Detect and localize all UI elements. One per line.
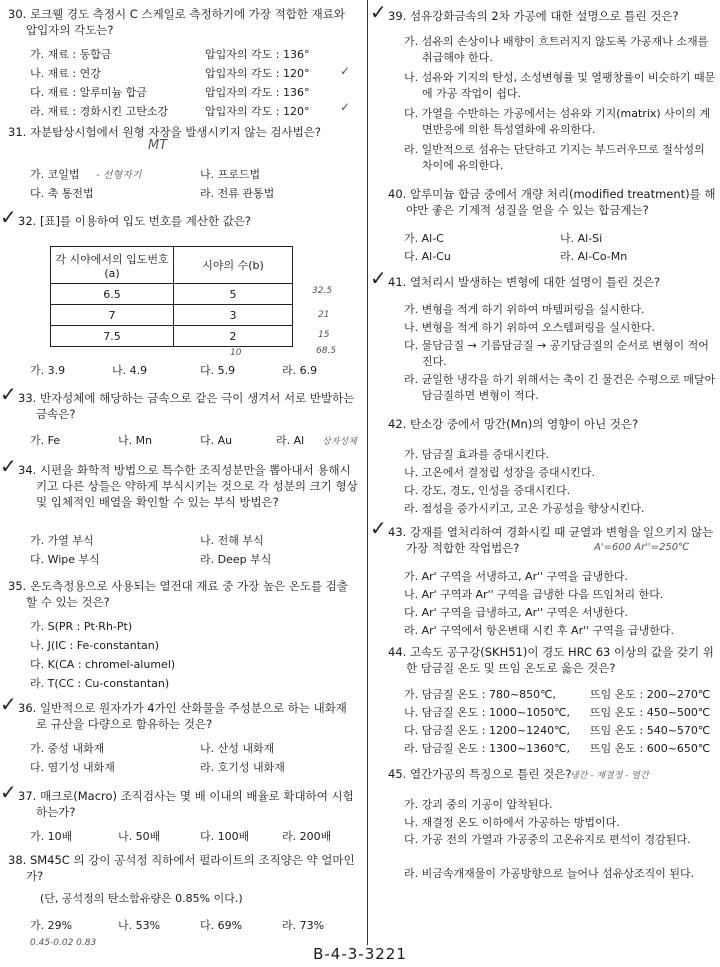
question-39-stem: 39. 섬유강화금속의 2차 가공에 대한 설명으로 틀린 것은?: [388, 9, 679, 23]
table-header-cell: 시야의 수(b): [174, 247, 293, 284]
table-cell: 7: [51, 305, 174, 326]
question-45: [388, 766, 718, 782]
q44-option-4-temper: 뜨임 온도 : 600~650℃: [590, 742, 711, 755]
q34-option-2: 나. 전해 부식: [200, 534, 264, 547]
q41-option-2: 나. 변형을 적게 하기 위하여 오스템퍼링을 실시한다.: [404, 321, 656, 334]
question-44: [388, 644, 718, 676]
check-mark-icon: ✓: [0, 205, 17, 229]
q36-option-2: 나. 산성 내화재: [200, 742, 275, 755]
q33-option-1: 가. Fe: [30, 434, 61, 447]
grain-size-table: [50, 246, 293, 347]
q36-option-1: 가. 중성 내화재: [30, 742, 105, 755]
question-41: [388, 274, 718, 290]
question-31: [8, 124, 358, 140]
question-35: [8, 578, 358, 610]
q32-option-3: 다. 5.9: [200, 364, 236, 377]
q40-option-4: 라. Al-Co-Mn: [560, 250, 628, 263]
question-32: [18, 213, 358, 229]
q44-option-2-temper: 뜨임 온도 : 450~500℃: [590, 706, 711, 719]
q42-option-2: 나. 고온에서 결정립 성장을 증대시킨다.: [404, 466, 595, 479]
q30-option-3: 다. 재료 : 알루미늄 합금: [30, 86, 147, 99]
q34-option-1: 가. 가열 부식: [30, 534, 94, 547]
q42-option-4: 라. 점성을 증가시키고, 고온 가공성을 향상시킨다.: [404, 502, 645, 515]
q43-option-3: 다. Ar' 구역을 급냉하고, Ar'' 구역은 서냉한다.: [404, 606, 629, 619]
q38-option-4: 라. 73%: [282, 919, 325, 932]
q31-option-4: 라. 전류 관통법: [200, 187, 275, 200]
q33-handnote: 상자성체: [322, 437, 357, 447]
question-34: [18, 462, 358, 510]
q30-option-4: 라. 재료 : 경화시킨 고탄소강: [30, 105, 169, 118]
check-mark-icon: ✓: [0, 454, 17, 478]
check-mark-icon: ✓: [370, 0, 387, 24]
column-divider: [367, 0, 368, 945]
question-31-stem: 31. 자분탐상시험에서 원형 자장을 발생시키지 않는 검사법은?: [8, 125, 321, 139]
table-cell: 6.5: [51, 284, 174, 305]
q43-option-4: 라. Ar' 구역에서 항온변태 시킨 후 Ar'' 구역을 급냉한다.: [404, 624, 675, 637]
table-cell: 2: [174, 326, 293, 347]
q34-option-3: 다. Wipe 부식: [30, 553, 100, 566]
check-mark-icon: ✓: [0, 382, 17, 406]
question-32-stem: 32. [표]를 이용하여 입도 번호를 계산한 값은?: [18, 214, 252, 228]
q45-option-3: 다. 가공 전의 가열과 가공중의 고온유지로 편석이 경감된다.: [404, 833, 691, 846]
q42-option-1: 가. 담금질 효과를 증대시킨다.: [404, 448, 549, 461]
q32-side-note: 68.5: [316, 346, 337, 356]
q45-option-2: 나. 재결정 온도 이하에서 가공하는 방법이다.: [404, 816, 620, 829]
question-35-stem: 35. 온도측정용으로 사용되는 열전대 재료 중 가장 높은 온도를 검출할 수 있는 것은?: [8, 579, 349, 609]
q39-option-4: 라. 일반적으로 섬유는 단단하고 기지는 부드러우므로 절삭성의 차이에 유의한다.: [404, 143, 705, 172]
q43-option-1: 가. Ar' 구역을 서냉하고, Ar'' 구역을 급냉한다.: [404, 570, 629, 583]
q32-option-1: 가. 3.9: [30, 364, 66, 377]
q42-option-3: 다. 강도, 경도, 인성을 증대시킨다.: [404, 484, 571, 497]
q40-option-3: 다. Al-Cu: [404, 250, 451, 263]
question-30-stem: 30. 로크웰 경도 측정시 C 스케일로 측정하기에 가장 적합한 재료와 압입자의 각도는?: [8, 7, 345, 37]
q30-option-1: 가. 재료 : 동합금: [30, 48, 112, 61]
q30-option-1-angle: 압입자의 각도 : 136°: [205, 48, 310, 61]
q32-side-note: 15: [318, 330, 330, 340]
check-mark-icon: ✓: [340, 100, 351, 114]
question-34-stem: 34. 시편을 화학적 방법으로 특수한 조직성분만을 뽑아내서 용해시키고 다른 상들은 약하게 부식시키는 것으로 각 성분의 크기 형상 및 입체적인 배열을 확인할 수 있는 부식 방법은?: [18, 463, 358, 509]
q31-option-3: 다. 축 통전법: [30, 187, 94, 200]
q33-option-3: 다. Au: [200, 434, 233, 447]
question-37-stem: 37. 매크로(Macro) 조직검사는 몇 배 이내의 배율로 확대하여 시험하는가?: [18, 789, 354, 819]
q38-option-1: 가. 29%: [30, 919, 73, 932]
q44-option-3: 다. 담금질 온도 : 1200~1240℃,: [404, 724, 570, 737]
question-37: [18, 788, 358, 820]
q44-option-2: 나. 담금질 온도 : 1000~1050℃,: [404, 706, 570, 719]
q34-option-4: 라. Deep 부식: [200, 553, 272, 566]
q45-option-1: 가. 강괴 중의 기공이 압착된다.: [404, 798, 553, 811]
q38-sub: (단, 공석정의 탄소함유량은 0.85% 이다.): [40, 892, 243, 905]
check-mark-icon: ✓: [370, 266, 387, 290]
question-38: [8, 852, 358, 884]
q37-option-3: 다. 100배: [200, 830, 250, 843]
q38-option-3: 다. 69%: [200, 919, 243, 932]
q35-option-2: 나. J(IC : Fe-constantan): [30, 639, 160, 652]
question-36: [18, 700, 358, 732]
table-cell: 7.5: [51, 326, 174, 347]
q36-option-4: 라. 호기성 내화재: [200, 761, 285, 774]
question-42: [388, 416, 718, 432]
q35-option-3: 다. K(CA : chromel-alumel): [30, 658, 176, 671]
check-mark-icon: ✓: [340, 64, 351, 78]
q40-option-1: 가. Al-C: [404, 232, 444, 245]
q30-option-2-angle: 압입자의 각도 : 120°: [205, 67, 310, 80]
q39-option-2: 나. 섬유와 기지의 탄성, 소성변형률 및 열팽창률이 비슷하기 때문에 가공 작업이 쉽다.: [404, 71, 716, 100]
table-header-cell: 각 시야에서의 입도번호(a): [51, 247, 174, 284]
question-44-stem: 44. 고속도 공구강(SKH51)이 경도 HRC 63 이상의 값을 갖기 위한 담금질 온도 및 뜨임 온도로 옳은 것은?: [388, 645, 714, 675]
q35-option-1: 가. S(PR : Pt·Rh-Pt): [30, 620, 133, 633]
q31-handnote: - 선형자기: [96, 170, 142, 181]
check-mark-icon: ✓: [370, 516, 387, 540]
question-30: [8, 6, 358, 38]
q33-option-4: 라. Al: [276, 434, 305, 447]
q31-option-1: 가. 코일법: [30, 168, 80, 181]
question-45-stem: 45. 열간가공의 특징으로 틀린 것은?: [388, 767, 572, 781]
q44-option-3-temper: 뜨임 온도 : 540~570℃: [590, 724, 711, 737]
q32-side-note: 32.5: [312, 286, 333, 296]
q43-handnote: A'=600 Ar''=250℃: [594, 542, 690, 553]
page-footer-code: B-4-3-3221: [313, 945, 407, 963]
question-40-stem: 40. 알루미늄 합금 중에서 개량 처리(modified treatment)를 해야만 좋은 기계적 성질을 얻을 수 있는 합금계는?: [388, 187, 716, 217]
q45-option-4: 라. 비금속개재물이 가공방향으로 늘어나 섬유상조직이 된다.: [404, 867, 695, 880]
question-41-stem: 41. 열처리시 발생하는 변형에 대한 설명이 틀린 것은?: [388, 275, 661, 289]
q37-option-4: 라. 200배: [282, 830, 332, 843]
q32-option-4: 라. 6.9: [282, 364, 318, 377]
check-mark-icon: ✓: [0, 692, 17, 716]
question-40: [388, 186, 718, 218]
question-33-stem: 33. 반자성체에 해당하는 금속으로 같은 극이 생겨서 서로 반발하는 금속은?: [18, 391, 355, 421]
q32-option-2: 나. 4.9: [112, 364, 148, 377]
q40-option-2: 나. Al-Si: [560, 232, 603, 245]
q32-side-note: 21: [318, 310, 330, 320]
table-cell: 5: [174, 284, 293, 305]
q32-under-note: 10: [230, 348, 242, 358]
q38-handnote: 0.45-0.02 0.83: [30, 938, 97, 948]
q39-option-1: 가. 섬유의 손상이나 배향이 흐트러지지 않도록 가공재나 소재를 취급해야 한다.: [404, 35, 709, 64]
q41-option-3: 다. 물담금질 → 기름담금질 → 공기담금질의 순서로 변형이 적어진다.: [404, 339, 709, 368]
question-39: [388, 8, 718, 24]
q37-option-2: 나. 50배: [118, 830, 161, 843]
question-42-stem: 42. 탄소강 중에서 망간(Mn)의 영향이 아닌 것은?: [388, 417, 639, 431]
q31-option-2: 나. 프로드법: [200, 168, 261, 181]
q36-option-3: 다. 염기성 내화재: [30, 761, 115, 774]
question-43-stem: 43. 강재를 열처리하여 경화시킬 때 균열과 변형을 일으키지 않는 가장 적합한 작업법은?: [388, 525, 714, 555]
q44-option-4: 라. 담금질 온도 : 1300~1360℃,: [404, 742, 570, 755]
q45-handnote: 냉간 - 재결정 - 열간: [570, 771, 649, 781]
q30-option-4-angle: 압입자의 각도 : 120°: [205, 105, 310, 118]
q31-handnote-mt: MT: [148, 138, 168, 153]
question-38-stem: 38. SM45C 의 강이 공석정 직하에서 펄라이트의 조직양은 약 얼마인가?: [8, 853, 355, 883]
q30-option-3-angle: 압입자의 각도 : 136°: [205, 86, 310, 99]
q39-option-3: 다. 가열을 수반하는 가공에서는 섬유와 기지(matrix) 사이의 계면반응에 의한 특성열화에 유의한다.: [404, 107, 711, 136]
check-mark-icon: ✓: [0, 780, 17, 804]
table-cell: 3: [174, 305, 293, 326]
q44-option-1: 가. 담금질 온도 : 780~850℃,: [404, 688, 557, 701]
q44-option-1-temper: 뜨임 온도 : 200~270℃: [590, 688, 711, 701]
q41-option-4: 라. 균일한 냉각을 하기 위해서는 축이 긴 물건은 수평으로 매달아 담금질하면 변형이 적다.: [404, 373, 716, 402]
q41-option-1: 가. 변형을 적게 하기 위하여 마템퍼링을 실시한다.: [404, 303, 645, 316]
q37-option-1: 가. 10배: [30, 830, 73, 843]
question-36-stem: 36. 일반적으로 원자가가 4가인 산화물을 주성분으로 하는 내화재로 규산을 다량으로 함유하는 것은?: [18, 701, 347, 731]
question-33: [18, 390, 358, 422]
q38-option-2: 나. 53%: [118, 919, 161, 932]
q35-option-4: 라. T(CC : Cu-constantan): [30, 677, 170, 690]
q43-option-2: 나. Ar' 구역과 Ar'' 구역을 급냉한 다음 뜨임처리 한다.: [404, 588, 664, 601]
q33-option-2: 나. Mn: [118, 434, 153, 447]
q30-option-2: 나. 재료 : 연강: [30, 67, 101, 80]
